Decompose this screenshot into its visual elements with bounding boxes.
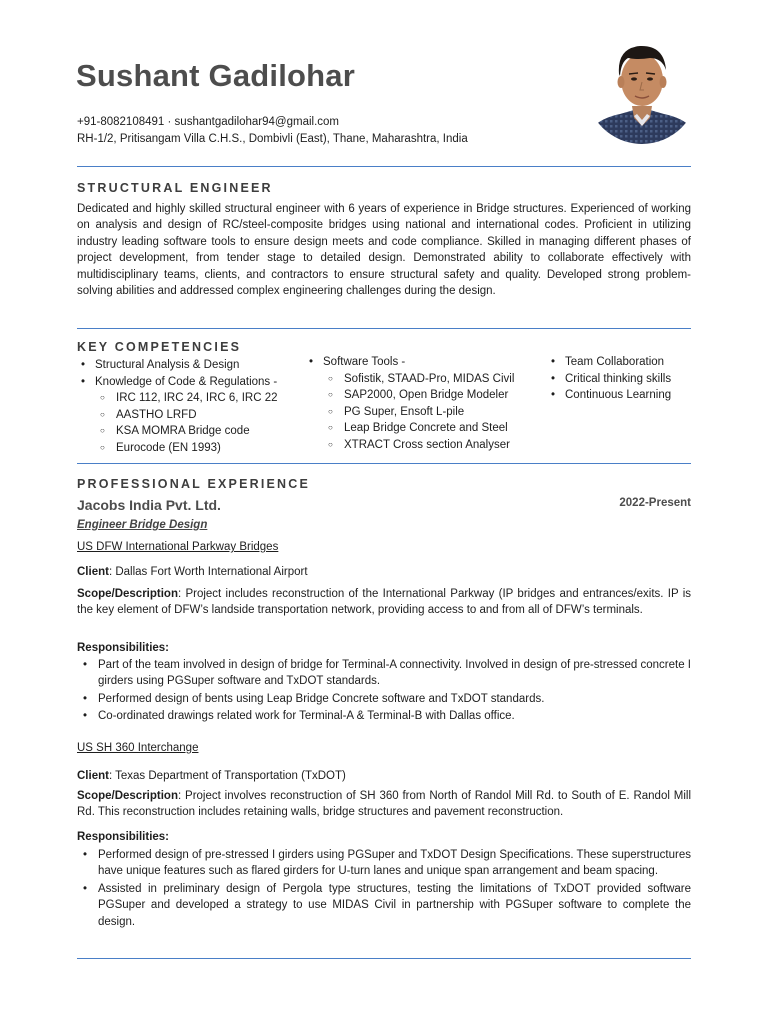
competency-subitem: ○ Eurocode (EN 1993) — [77, 440, 307, 457]
candidate-name: Sushant Gadilohar — [76, 58, 355, 93]
responsibility-item: • Performed design of pre-stressed I girders using PGSuper and TxDOT Design Specifications. These superstructures have unique features such as flared girders for U-turn lanes and unique span arrangement and beam spacing. — [77, 847, 691, 880]
competency-subitem: ○ XTRACT Cross section Analyser — [305, 437, 545, 454]
company-name: Jacobs India Pvt. Ltd. — [77, 497, 221, 513]
experience-heading: PROFESSIONAL EXPERIENCE — [77, 477, 311, 491]
client-value: : Dallas Fort Worth International Airport — [108, 566, 308, 578]
employment-dates: 2022-Present — [619, 497, 691, 509]
contact-line — [77, 116, 339, 128]
competencies-column-1 — [77, 357, 307, 456]
responsibility-item: • Performed design of bents using Leap Bridge Concrete software and TxDOT standards. — [77, 691, 691, 707]
client-label: Client — [77, 566, 109, 578]
competency-item: • Team Collaboration — [547, 354, 697, 371]
competencies-column-2 — [305, 354, 545, 453]
competency-item: • Critical thinking skills — [547, 371, 697, 388]
competency-subitem: ○ Leap Bridge Concrete and Steel — [305, 420, 545, 437]
project-title: US SH 360 Interchange — [77, 742, 199, 754]
phone-number: +91-8082108491 — [77, 116, 165, 128]
project-scope — [77, 586, 691, 619]
summary-heading: STRUCTURAL ENGINEER — [77, 181, 273, 195]
responsibilities-list — [77, 657, 691, 726]
project-client — [77, 564, 691, 580]
competency-item: • Knowledge of Code & Regulations - — [77, 374, 307, 391]
competency-item: • Software Tools - — [305, 354, 545, 371]
responsibility-item: • Co-ordinated drawings related work for Terminal-A & Terminal-B with Dallas office. — [77, 708, 691, 724]
project-scope — [77, 788, 691, 821]
job-title: Engineer Bridge Design — [77, 519, 208, 531]
contact-separator: · — [167, 116, 172, 128]
client-label: Client — [77, 770, 109, 782]
competency-subitem: ○ PG Super, Ensoft L-pile — [305, 404, 545, 421]
competencies-column-3 — [547, 354, 697, 404]
competency-subitem: ○ KSA MOMRA Bridge code — [77, 423, 307, 440]
project-title: US DFW International Parkway Bridges — [77, 541, 279, 553]
responsibilities-list — [77, 847, 691, 931]
scope-label: Scope/Description — [77, 790, 178, 802]
competency-item: • Continuous Learning — [547, 387, 697, 404]
postal-address: RH-1/2, Pritisangam Villa C.H.S., Dombivli (East), Thane, Maharashtra, India — [77, 133, 468, 145]
competency-subitem: ○ Sofistik, STAAD-Pro, MIDAS Civil — [305, 371, 545, 388]
divider — [77, 958, 691, 959]
responsibilities-label: Responsibilities: — [77, 831, 170, 843]
divider — [77, 166, 691, 167]
responsibility-item: • Part of the team involved in design of bridge for Terminal-A connectivity. Involved in design of pre-stressed concrete I girders using PGSuper software and TxDOT standards. — [77, 657, 691, 690]
scope-label: Scope/Description — [77, 588, 178, 600]
project-client — [77, 768, 691, 784]
client-value: : Texas Department of Transportation (TxDOT) — [108, 770, 346, 782]
scope-value: : Project includes reconstruction of the International Parkway (IP bridges and entrances/exits. IP is the key element of DFW’s landside transportation network, providing access to and from all of DFW’s terminals. — [77, 588, 691, 617]
profile-photo — [590, 30, 694, 145]
divider — [77, 328, 691, 329]
competency-subitem: ○ SAP2000, Open Bridge Modeler — [305, 387, 545, 404]
summary-text: Dedicated and highly skilled structural engineer with 6 years of experience in Bridge structures. Experienced of working on analysis and design of RC/steel-composite bridges using national and international codes. Proficient in utilizing industry leading software tools to ensure design meets and code compliance. Skilled in managing different phases of project development, from tender stage to detailed design. Demonstrated ability to collaborate effectively with multidisciplinary teams, clients, and contractors to ensure structural safety and quality. Developed strong problem-solving abilities and addressed complex engineering challenges during the design. — [77, 203, 691, 298]
competencies-heading: KEY COMPETENCIES — [77, 340, 242, 354]
scope-value: : Project involves reconstruction of SH 360 from North of Randol Mill Rd. to South of E. Randol Mill Rd. This reconstruction includes retaining walls, bridge structures and pavement reconstruction. — [77, 790, 691, 819]
responsibility-item: • Assisted in preliminary design of Pergola type structures, testing the limitations of TxDOT provided software PGSuper and developed a strategy to use MIDAS Civil in partnership with PGSuper software to complete the design. — [77, 881, 691, 930]
competency-subitem: ○ IRC 112, IRC 24, IRC 6, IRC 22 — [77, 390, 307, 407]
competency-item: • Structural Analysis & Design — [77, 357, 307, 374]
competency-subitem: ○ AASTHO LRFD — [77, 407, 307, 424]
email-address: sushantgadilohar94@gmail.com — [174, 116, 340, 128]
divider — [77, 463, 691, 464]
responsibilities-label: Responsibilities: — [77, 642, 170, 654]
